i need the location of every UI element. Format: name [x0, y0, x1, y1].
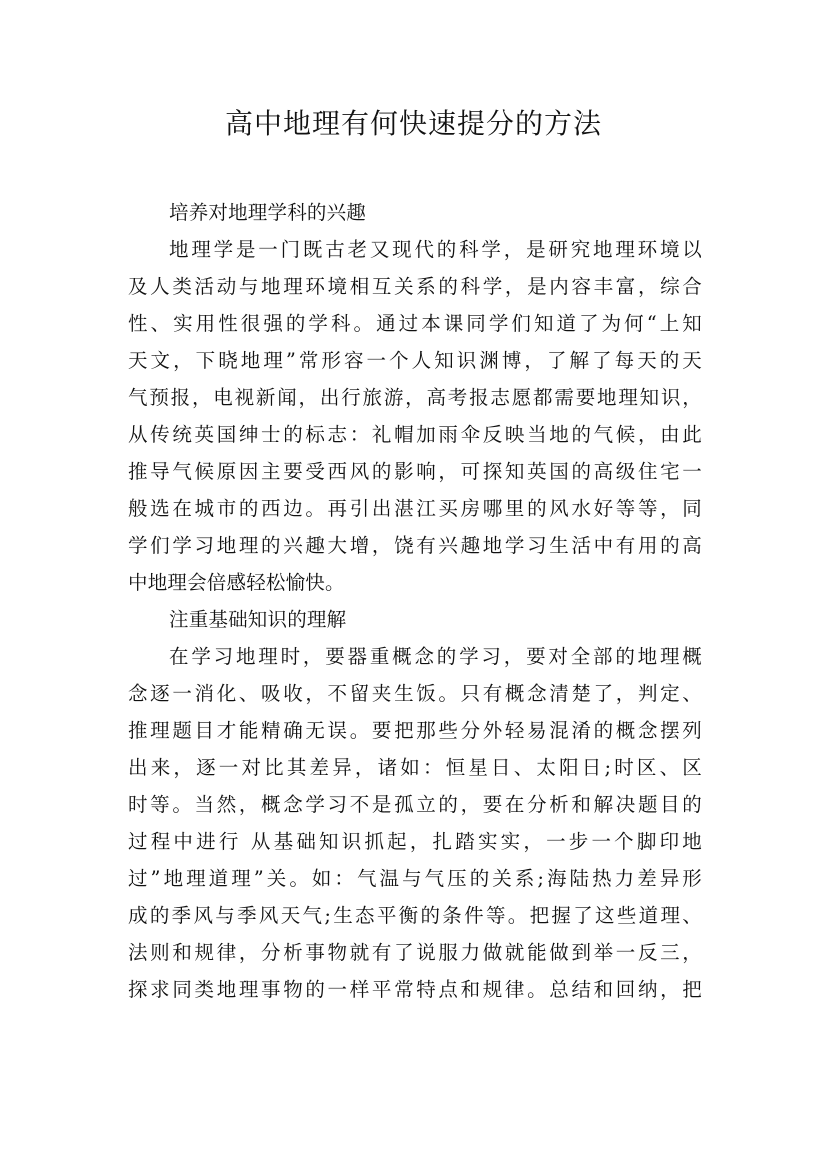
- document-body: [128, 194, 702, 1008]
- paragraph-line: 过”地理道理”关。如：气温与气压的关系;海陆热力差异形: [128, 867, 702, 890]
- section-heading: 注重基础知识的理解: [169, 608, 347, 631]
- paragraph-line: 天文，下晓地理”常形容一个人知识渊博，了解了每天的天: [128, 349, 702, 372]
- paragraph-line: 探求同类地理事物的一样平常特点和规律。总结和回纳，把: [128, 978, 702, 1001]
- paragraph-line: 学们学习地理的兴趣大增，饶有兴趣地学习生活中有用的高: [128, 534, 702, 557]
- page-title: 高中地理有何快速提分的方法: [224, 107, 602, 140]
- paragraph-line: 气预报，电视新闻，出行旅游，高考报志愿都需要地理知识，: [128, 386, 702, 409]
- paragraph-line: 在学习地理时，要器重概念的学习，要对全部的地理概: [169, 645, 702, 668]
- paragraph-line: 出来，逐一对比其差异，诸如：恒星日、太阳日;时区、区: [128, 756, 702, 779]
- paragraph-line: 性、实用性很强的学科。通过本课同学们知道了为何“上知: [128, 312, 702, 335]
- paragraph-line: 般选在城市的西边。再引出湛江买房哪里的风水好等等，同: [128, 497, 702, 520]
- paragraph-line: 时等。当然，概念学习不是孤立的，要在分析和解决题目的: [128, 793, 702, 816]
- paragraph-line: 成的季风与季风天气;生态平衡的条件等。把握了这些道理、: [128, 904, 702, 927]
- paragraph-line: 法则和规律，分析事物就有了说服力做就能做到举一反三，: [128, 941, 702, 964]
- paragraph-line: 过程中进行 从基础知识抓起，扎踏实实，一步一个脚印地: [128, 830, 702, 853]
- paragraph-line: 推导气候原因主要受西风的影响，可探知英国的高级住宅一: [128, 460, 702, 483]
- paragraph-line: 地理学是一门既古老又现代的科学，是研究地理环境以: [169, 238, 702, 261]
- paragraph-line: 推理题目才能精确无误。要把那些分外轻易混淆的概念摆列: [128, 719, 702, 742]
- paragraph-line: 及人类活动与地理环境相互关系的科学，是内容丰富，综合: [128, 275, 702, 298]
- section-heading: 培养对地理学科的兴趣: [169, 201, 367, 224]
- paragraph-line: 从传统英国绅士的标志：礼帽加雨伞反映当地的气候，由此: [128, 423, 702, 446]
- paragraph-line: 念逐一消化、吸收，不留夹生饭。只有概念清楚了，判定、: [128, 682, 702, 705]
- paragraph-line: 中地理会倍感轻松愉快。: [128, 571, 345, 594]
